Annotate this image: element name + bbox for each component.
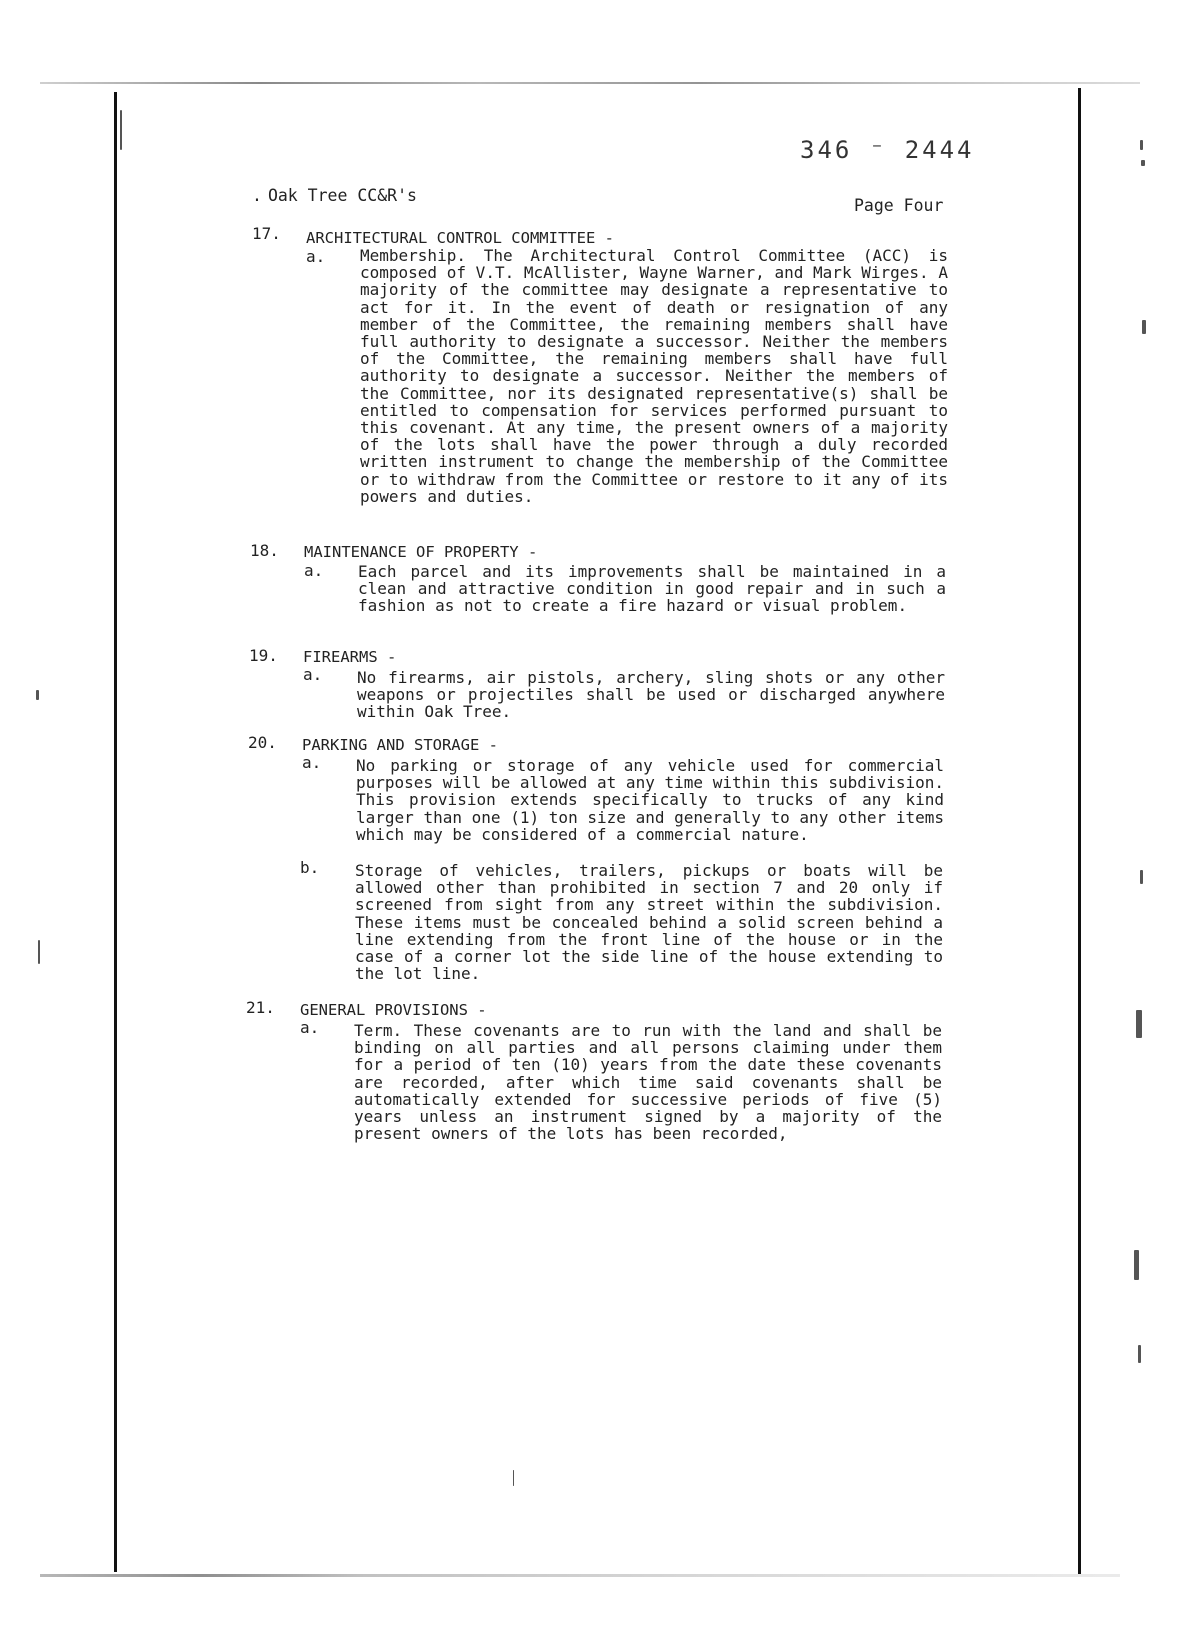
item-letter: a. — [302, 753, 322, 772]
item-text: No firearms, air pistols, archery, sling shots or any other weapons or projectiles shall be used or discharged anywhere within Oak Tree. — [357, 668, 945, 722]
section-number: 18. — [250, 541, 279, 560]
scan-speck — [1140, 870, 1143, 884]
scan-edge-bottom — [40, 1574, 1120, 1577]
item-text: Each parcel and its improvements shall be maintained in a clean and attractive condition in good repair and in such a fashion as not to create a fire hazard or visual problem. — [358, 562, 946, 616]
document-title: . Oak Tree CC&R's — [252, 186, 417, 205]
section-title: GENERAL PROVISIONS - — [300, 1001, 487, 1019]
section-title: PARKING AND STORAGE - — [302, 736, 498, 754]
scan-speck — [120, 110, 122, 150]
scan-speck — [1138, 1345, 1141, 1363]
item-letter: a. — [304, 561, 324, 580]
left-border-line — [114, 92, 117, 1572]
scan-speck — [1142, 320, 1146, 334]
section-number: 20. — [248, 733, 277, 752]
scan-edge-top — [40, 82, 1140, 84]
section-number: 19. — [249, 646, 278, 665]
section-number: 21. — [246, 998, 275, 1017]
scan-speck — [38, 940, 40, 964]
item-letter: a. — [306, 247, 326, 266]
scan-speck — [513, 1470, 514, 1486]
scan-speck — [36, 690, 39, 700]
item-letter: a. — [300, 1018, 320, 1037]
item-letter: a. — [303, 665, 323, 684]
page-label: Page Four — [854, 196, 944, 215]
right-border-line — [1078, 88, 1081, 1574]
item-text: No parking or storage of any vehicle used for commercial purposes will be allowed at any time within this subdivision. This provision extends specifically to trucks of any kind larger than one (1) ton size and generally to any other items which may be considered of a commercial nature. — [356, 756, 944, 844]
section-title: FIREARMS - — [303, 648, 397, 666]
scan-speck — [1136, 1010, 1142, 1038]
document-number: 346 ⁻ 2444 — [800, 136, 975, 164]
scan-speck — [1140, 140, 1143, 150]
section-title: MAINTENANCE OF PROPERTY - — [304, 543, 538, 561]
section-title: ARCHITECTURAL CONTROL COMMITTEE - — [306, 229, 614, 247]
scan-speck — [1134, 1250, 1139, 1280]
item-text: Storage of vehicles, trailers, pickups or boats will be allowed other than prohibited in section 7 and 20 only if screened from sight from any street within the subdivision. These items must be concealed behind a solid screen behind a line extending from the front line of the house or in the case of a corner lot the side line of the house extending to the lot line. — [355, 861, 943, 984]
item-letter: b. — [300, 858, 320, 877]
item-text: Term. These covenants are to run with the land and shall be binding on all parties and all persons claiming under them for a period of ten (10) years from the date these covenants are recorded, after which time said covenants shall be automatically extended for successive periods of five (5) years unless an instrument signed by a majority of the present owners of the lots has been recorded, — [354, 1021, 942, 1144]
scan-speck — [1141, 160, 1145, 166]
item-text: Membership. The Architectural Control Committee (ACC) is composed of V.T. McAllister, Wayne Warner, and Mark Wirges. A majority of the committee may designate a representative to act for it. In the event of death or resignation of any member of the Committee, the remaining members shall have full authority to designate a successor. Neither the members of the Committee, the remaining members shall have full authority to designate a successor. Neither the members of the Committee, nor its designated representative(s) shall be entitled to compensation for services performed pursuant to this covenant. At any time, the present owners of a majority of the lots shall have the power through a duly recorded written instrument to change the membership of the Committee or to withdraw from the Committee or restore to it any of its powers and duties. — [360, 246, 948, 506]
section-number: 17. — [252, 224, 281, 243]
